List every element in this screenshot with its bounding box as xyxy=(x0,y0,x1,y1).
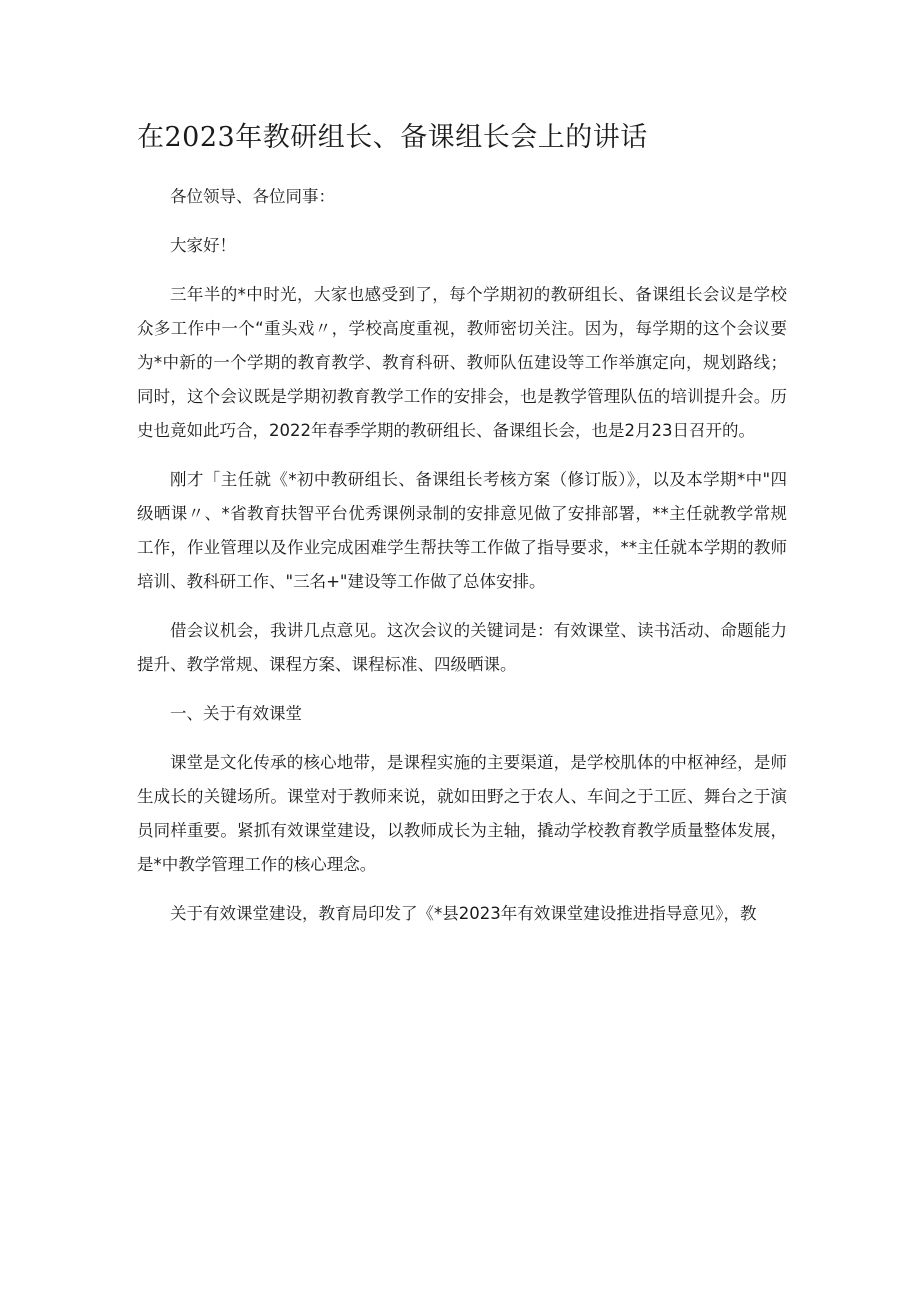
salutation-paragraph: 各位领导、各位同事： xyxy=(170,187,335,206)
body-paragraph: 课堂是文化传承的核心地带，是课程实施的主要渠道，是学校肌体的中枢神经，是师生成长的关键场所。课堂对于教师来说，就如田野之于农人、车间之于工匠、舞台之于演员同样重要。紧抓有效课堂建设，以教师成长为主轴，撬动学校教育教学质量整体发展，是*中教学管理工作的核心理念。 xyxy=(137,753,787,874)
body-paragraph: 刚才「主任就《*初中教研组长、备课组长考核方案（修订版）》，以及本学期*中"四级晒课〃、*省教育扶智平台优秀课例录制的安排意见做了安排部署，**主任就教学常规工作，作业管理以及作业完成困难学生帮扶等工作做了指导要求，**主任就本学期的教师培训、教科研工作、"三名+"建设等工作做了总体安排。 xyxy=(137,470,787,591)
section-heading: 一、关于有效课堂 xyxy=(170,704,302,723)
body-paragraph: 三年半的*中时光，大家也感受到了，每个学期初的教研组长、备课组长会议是学校众多工作中一个“重头戏〃，学校高度重视，教师密切关注。因为，每学期的这个会议要为*中新的一个学期的教育教学、教育科研、教师队伍建设等工作举旗定向，规划路线；同时，这个会议既是学期初教育教学工作的安排会，也是教学管理队伍的培训提升会。历史也竟如此巧合，2022年春季学期的教研组长、备课组长会，也是2月23日召开的。 xyxy=(137,285,787,440)
greeting-paragraph: 大家好！ xyxy=(170,236,236,255)
body-paragraph: 关于有效课堂建设，教育局印发了《*县2023年有效课堂建设推进指导意见》，教 xyxy=(170,904,757,923)
document-title: 在2023年教研组长、备课组长会上的讲话 xyxy=(137,122,648,153)
document-body xyxy=(137,180,787,946)
body-paragraph: 借会议机会，我讲几点意见。这次会议的关键词是：有效课堂、读书活动、命题能力提升、教学常规、课程方案、课程标准、四级晒课。 xyxy=(137,621,787,674)
